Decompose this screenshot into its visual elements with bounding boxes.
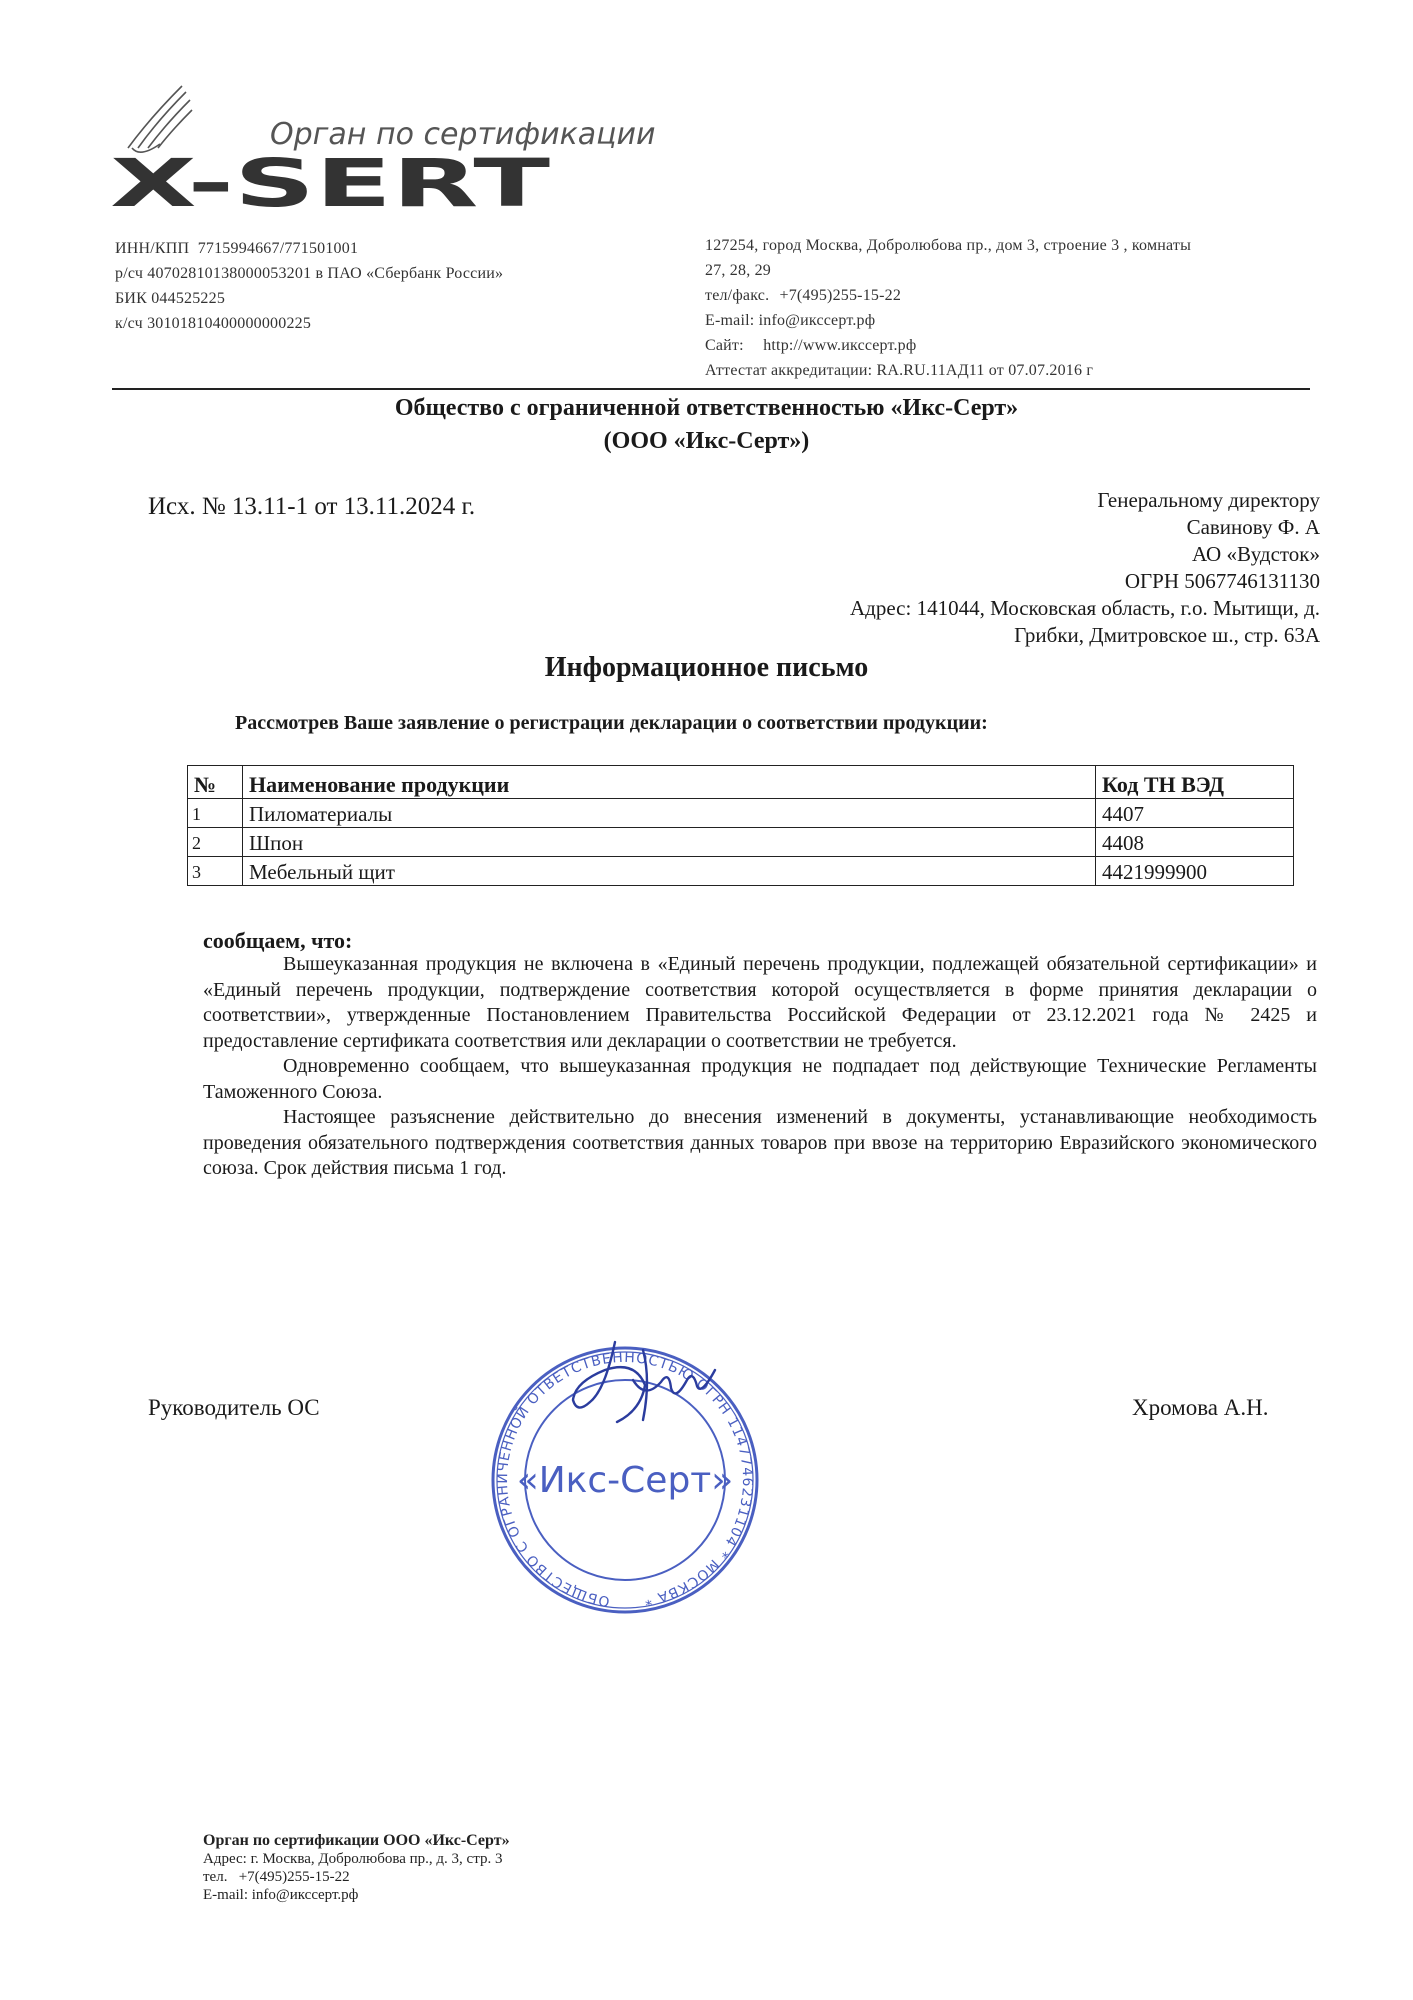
email-row [705, 308, 1295, 333]
recipient-name: Савинову Ф. А [1186, 515, 1320, 539]
row-code: 4408 [1096, 828, 1294, 857]
req-account [115, 261, 503, 286]
footer-email-label: E-mail: [203, 1887, 248, 1903]
body-paragraph: Вышеуказанная продукция не включена в «Единый перечень продукции, подлежащей обязательной сертификации» и «Единый перечень продукции, подтверждение соответствия которой осуществляется в форме принятия декларации о соответствии», утвержденные Постановлением Правительства Российской Федерации от 23.12.2021 года № 2425 и предоставление сертификата соответствия или декларации о соответствии не требуется. [203, 953, 1317, 1052]
footer-address: Адрес: г. Москва, Добролюбова пр., д. 3, стр. 3 [203, 1851, 503, 1867]
message-lead: сообщаем, что: [203, 928, 353, 953]
company-stamp [465, 1330, 785, 1630]
org-full-name: Общество с ограниченной ответственностью «Икс-Серт» [394, 395, 1019, 421]
req-bik [115, 286, 503, 311]
footer-email[interactable]: info@иксcерт.рф [251, 1887, 359, 1903]
accreditation: Аттестат аккредитации: RA.RU.11АД11 от 07.07.2016 г [705, 362, 1094, 379]
signatory-role: Руководитель ОС [148, 1395, 320, 1420]
stamp-ring-text: ОБЩЕСТВО С ОГРАНИЧЕННОЙ ОТВЕТСТВЕННОСТЬЮ ОГРН 1147746231104 * МОСКВА * [494, 1349, 756, 1610]
req-value: 30101810400000000225 [147, 315, 312, 332]
req-label: ИНН/КПП [115, 240, 190, 257]
row-product: Шпон [243, 828, 1096, 857]
products-table [187, 765, 1294, 886]
logo-tagline: Орган по сертификации [270, 117, 656, 152]
site-row [705, 333, 1295, 358]
header-name: Наименование продукции [243, 766, 1096, 799]
footer-org: Орган по сертификации ООО «Икс-Серт» [203, 1832, 510, 1849]
stamp-center-text: «Икс-Серт» [516, 1460, 734, 1501]
req-corr-account [115, 311, 503, 336]
req-inn [115, 236, 503, 261]
footer-phone-row [203, 1868, 510, 1886]
req-label: БИК [115, 290, 148, 307]
req-value: 7715994667/771501001 [197, 240, 359, 257]
site-link[interactable]: http://www.иксcерт.рф [763, 337, 917, 354]
contact-block [705, 233, 1295, 383]
header-num: № [188, 766, 243, 799]
logo-name: X-SERT [110, 145, 550, 222]
footer [203, 1832, 510, 1904]
phone-label: тел/факс. [705, 287, 770, 304]
recipient-company: АО «Вудсток» [1191, 542, 1320, 566]
phone-row [705, 283, 1295, 308]
row-num: 1 [188, 799, 243, 828]
row-code: 4421999900 [1096, 857, 1294, 886]
phone-value: +7(495)255-15-22 [779, 287, 902, 304]
letter-title: Информационное письмо [544, 652, 869, 683]
recipient-position: Генеральному директору [1097, 488, 1320, 512]
table-row [188, 828, 1294, 857]
signatory-name: Хромова А.Н. [1132, 1395, 1269, 1420]
row-num: 2 [188, 828, 243, 857]
letter-body [203, 952, 1317, 1182]
row-product: Мебельный щит [243, 857, 1096, 886]
site-label: Сайт: [705, 337, 744, 354]
body-paragraph: Настоящее разъяснение действительно до внесения изменений в документы, устанавливающие необходимость проведения обязательного подтверждения соответствия данных товаров при ввозе на территорию Евразийского экономического союза. Срок действия письма 1 год. [203, 1106, 1317, 1179]
footer-phone: +7(495)255-15-22 [238, 1869, 350, 1885]
org-short-name: (ООО «Икс-Серт») [603, 428, 810, 454]
footer-email-row [203, 1886, 510, 1904]
row-num: 3 [188, 857, 243, 886]
header-divider [112, 388, 1310, 390]
body-paragraph: Одновременно сообщаем, что вышеуказанная продукция не подпадает под действующие Технические Регламенты Таможенного Союза. [203, 1055, 1317, 1103]
recipient-block [700, 487, 1320, 649]
req-label: р/сч [115, 265, 144, 282]
email-link[interactable]: info@иксcерт.рф [758, 312, 876, 329]
address-line-2: 27, 28, 29 [705, 262, 771, 279]
req-value: 40702810138000053201 в ПАО «Сбербанк России» [147, 265, 504, 282]
table-row [188, 857, 1294, 886]
letter-intro: Рассмотрев Ваше заявление о регистрации декларации о соответствии продукции: [235, 712, 988, 734]
recipient-address-2: Грибки, Дмитровское ш., стр. 63А [1014, 623, 1320, 647]
row-product: Пиломатериалы [243, 799, 1096, 828]
bank-requisites [115, 236, 503, 336]
table-row [188, 799, 1294, 828]
outgoing-reference: Исх. № 13.11-1 от 13.11.2024 г. [148, 493, 476, 520]
req-label: к/сч [115, 315, 143, 332]
header-code: Код ТН ВЭД [1096, 766, 1294, 799]
row-code: 4407 [1096, 799, 1294, 828]
recipient-ogrn: ОГРН 5067746131130 [1124, 569, 1320, 593]
organization-name [0, 392, 1413, 458]
recipient-address-1: Адрес: 141044, Московская область, г.о. Мытищи, д. [849, 596, 1320, 620]
x-sert-logo [110, 78, 656, 222]
footer-phone-label: тел. [203, 1869, 228, 1885]
address-line: 127254, город Москва, Добролюбова пр., дом 3, строение 3 , комнаты [705, 237, 1192, 254]
req-value: 044525225 [151, 290, 226, 307]
email-label: E-mail: [705, 312, 755, 329]
table-header-row [188, 766, 1294, 799]
